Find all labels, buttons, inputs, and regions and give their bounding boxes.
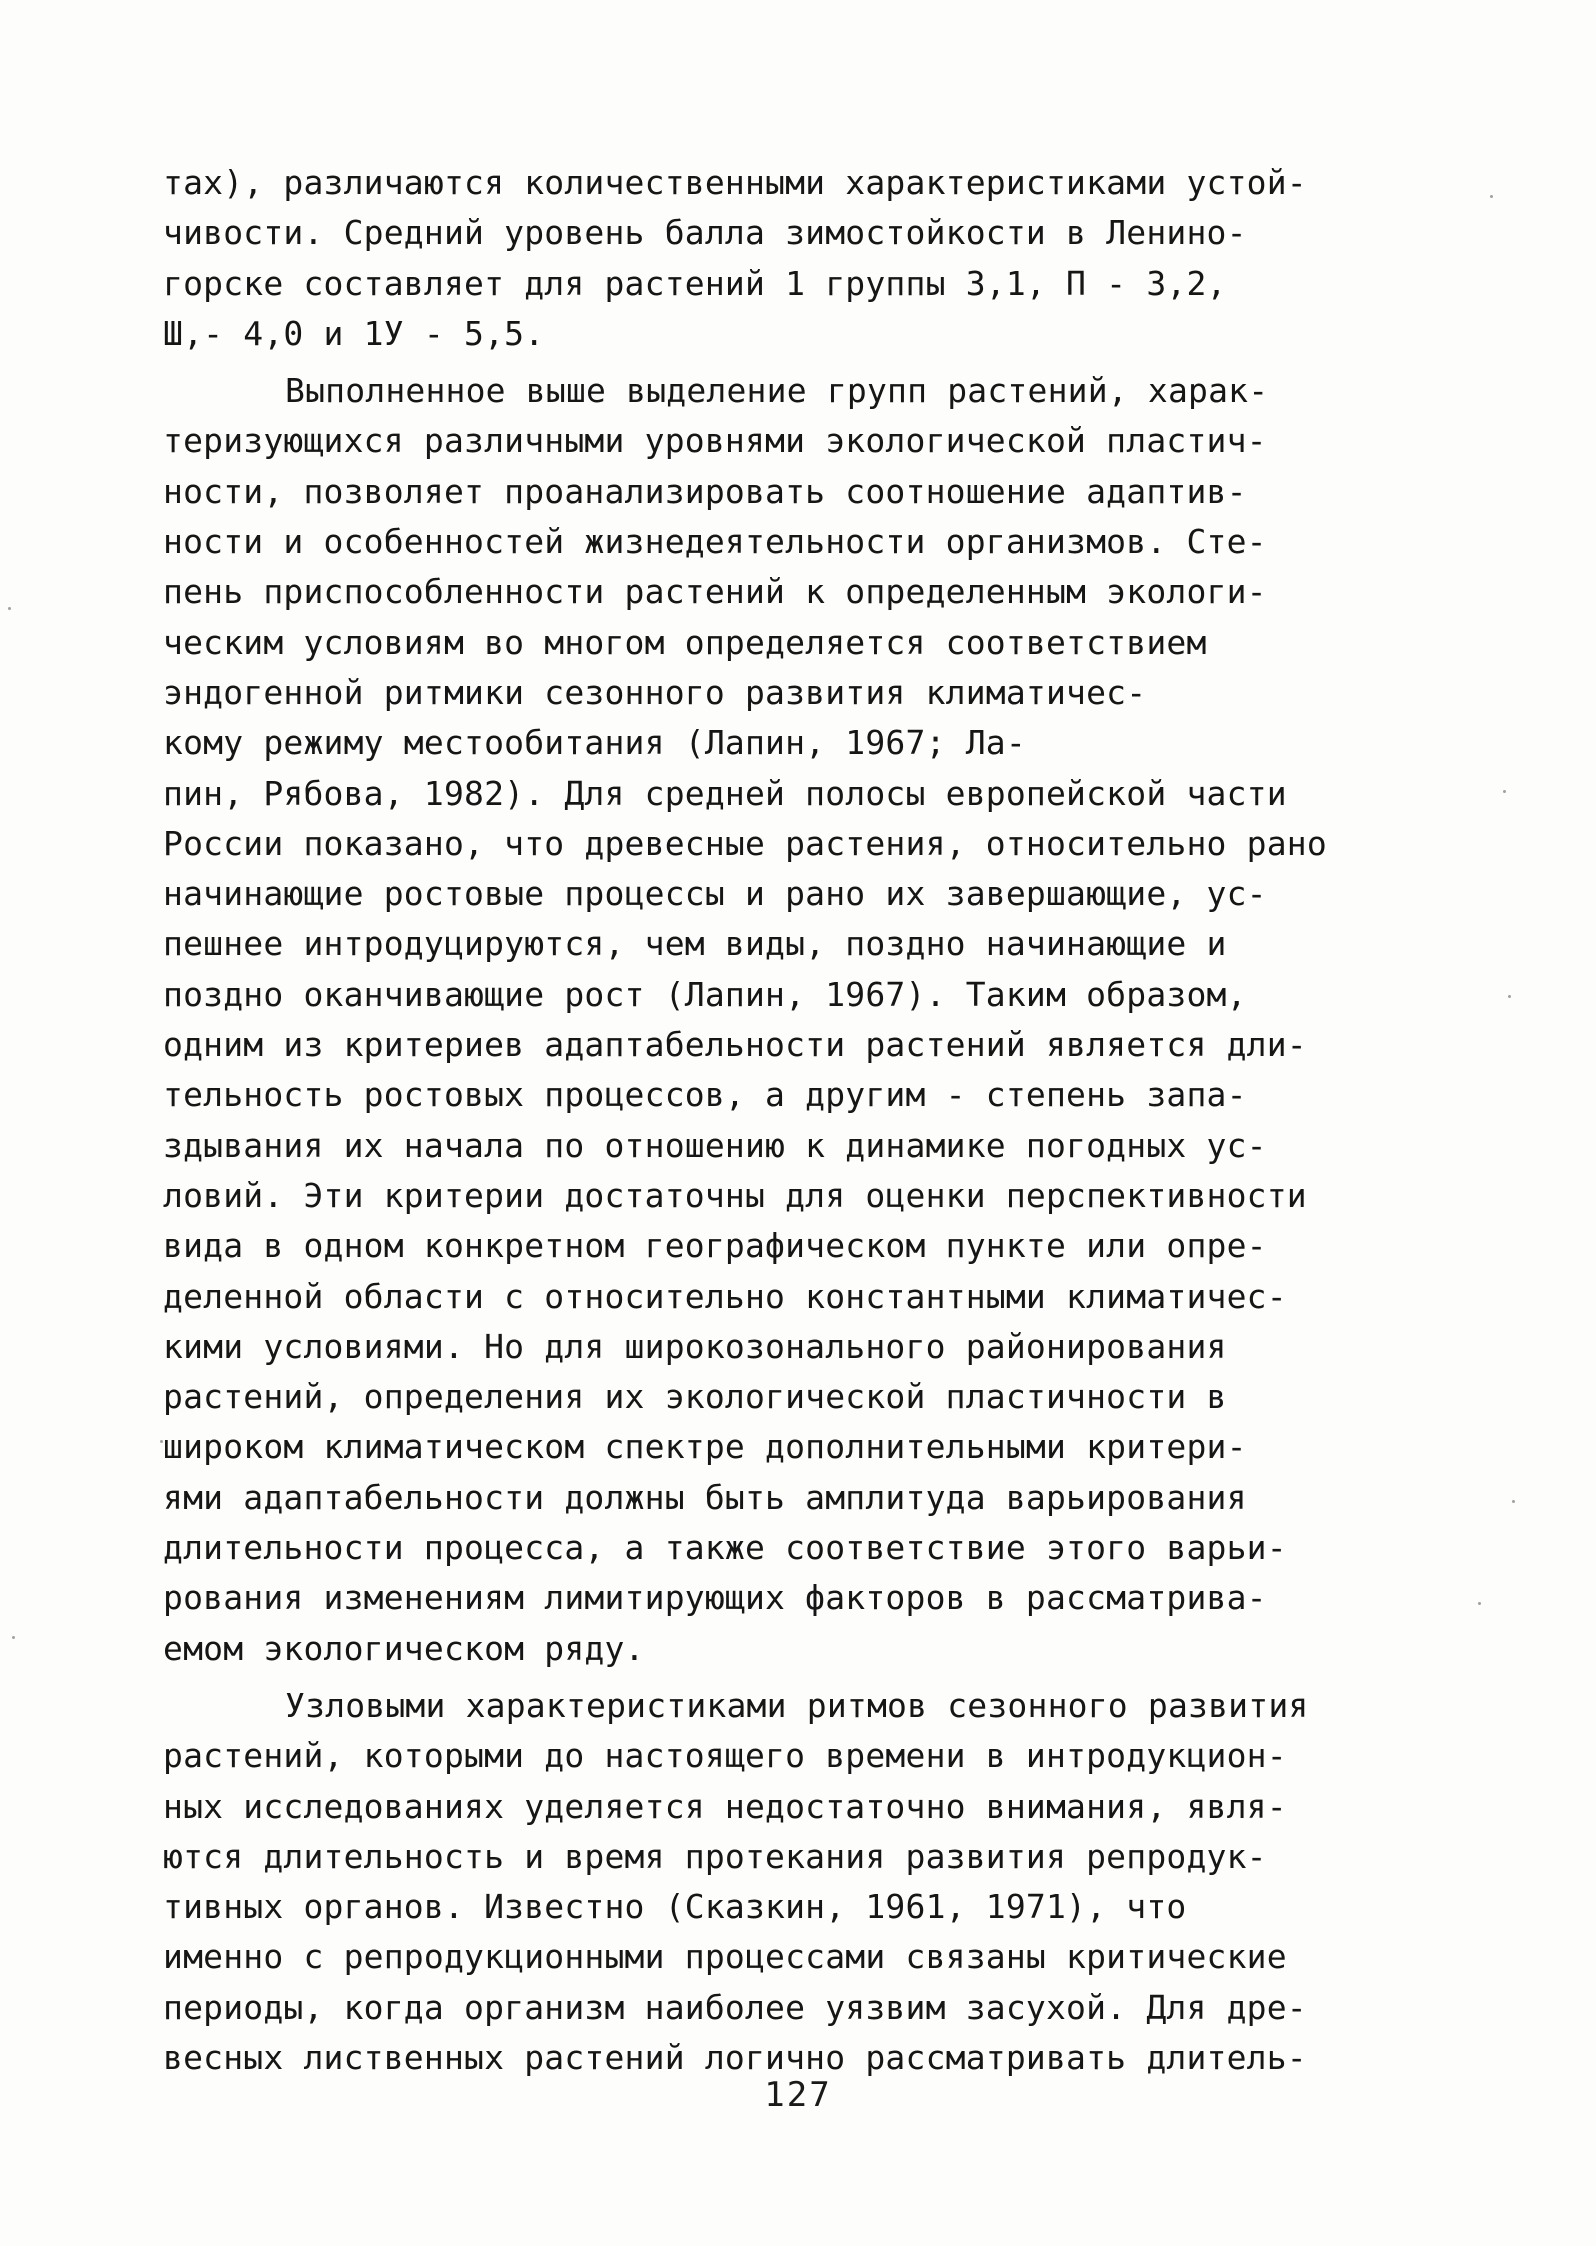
- text-line: емом экологическом ряду.: [163, 1628, 645, 1668]
- text-line: ями адаптабельности должны быть амплитуда варьирования: [163, 1477, 1247, 1517]
- text-line: Узловыми характеристиками ритмов сезонного развития: [285, 1685, 1309, 1725]
- text-line: Ш,- 4,0 и 1У - 5,5.: [163, 313, 545, 353]
- text-line: одним из критериев адаптабельности растений является дли-: [163, 1025, 1307, 1065]
- text-line: начинающие ростовые процессы и рано их завершающие, ус-: [163, 874, 1267, 914]
- text-line: весных лиственных растений логично рассматривать длитель-: [163, 2037, 1307, 2077]
- text-line: пин, Рябова, 1982). Для средней полосы европейской части: [163, 773, 1287, 813]
- text-line: Выполненное выше выделение групп растений, харак-: [285, 371, 1269, 411]
- text-line: широком климатическом спектре дополнительными критери-: [163, 1427, 1247, 1467]
- text-line: ных исследованиях уделяется недостаточно внимания, явля-: [163, 1786, 1287, 1826]
- text-line: кому режиму местообитания (Лапин, 1967; Ла-: [163, 723, 1026, 763]
- text-line: теризующихся различными уровнями экологической пластич-: [163, 421, 1267, 461]
- text-line: эндогенной ритмики сезонного развития климатичес-: [163, 672, 1147, 712]
- text-line: растений, которыми до настоящего времени в интродукцион-: [163, 1736, 1287, 1776]
- scan-speck: [1478, 1602, 1481, 1605]
- scan-speck: [1512, 1500, 1515, 1503]
- text-line: ловий. Эти критерии достаточны для оценки перспективности: [163, 1175, 1307, 1215]
- text-line: поздно оканчивающие рост (Лапин, 1967). Таким образом,: [163, 974, 1247, 1014]
- text-line: растений, определения их экологической пластичности в: [163, 1377, 1227, 1417]
- text-line: ческим условиям во многом определяется соответствием: [163, 622, 1207, 662]
- text-line: деленной области с относительно константными климатичес-: [163, 1276, 1287, 1316]
- text-line: тельность ростовых процессов, а другим - степень запа-: [163, 1075, 1247, 1115]
- scan-speck: [1490, 195, 1493, 198]
- text-line: ности и особенностей жизнедеятельности организмов. Сте-: [163, 522, 1267, 562]
- paragraph: [163, 1681, 1483, 2083]
- text-line: тивных органов. Известно (Сказкин, 1961, 1971), что: [163, 1887, 1187, 1927]
- scan-speck: [8, 607, 11, 610]
- page-number: 127: [764, 2075, 832, 2115]
- text-line: пень приспособленности растений к определенным экологи-: [163, 572, 1267, 612]
- scan-speck: [12, 1636, 15, 1639]
- scan-speck: [1503, 790, 1506, 793]
- text-line: периоды, когда организм наиболее уязвим засухой. Для дре-: [163, 1987, 1307, 2027]
- text-line: горске составляет для растений 1 группы 3,1, П - 3,2,: [163, 263, 1227, 303]
- text-line: здывания их начала по отношению к динамике погодных ус-: [163, 1125, 1267, 1165]
- paragraph-gap: [163, 1674, 1483, 1681]
- paragraph: [163, 158, 1483, 359]
- text-line: рования изменениям лимитирующих факторов в рассматрива-: [163, 1578, 1267, 1618]
- paragraph-gap: [163, 359, 1483, 366]
- body-text: [163, 158, 1483, 2083]
- text-line: России показано, что древесные растения, относительно рано: [163, 823, 1327, 863]
- text-line: пешнее интродуцируются, чем виды, поздно начинающие и: [163, 924, 1227, 964]
- text-line: ности, позволяет проанализировать соотношение адаптив-: [163, 471, 1247, 511]
- text-line: чивости. Средний уровень балла зимостойкости в Ленино-: [163, 213, 1247, 253]
- scan-speck: [160, 1440, 163, 1443]
- text-line: длительности процесса, а также соответствие этого варьи-: [163, 1528, 1287, 1568]
- scan-speck: [1508, 995, 1511, 998]
- text-line: именно с репродукционными процессами связаны критические: [163, 1937, 1287, 1977]
- text-line: вида в одном конкретном географическом пункте или опре-: [163, 1226, 1267, 1266]
- text-line: тах), различаются количественными характеристиками устой-: [163, 163, 1307, 202]
- text-line: кими условиями. Но для широкозонального районирования: [163, 1326, 1227, 1366]
- paragraph: [163, 366, 1483, 1674]
- text-line: ются длительность и время протекания развития репродук-: [163, 1836, 1267, 1876]
